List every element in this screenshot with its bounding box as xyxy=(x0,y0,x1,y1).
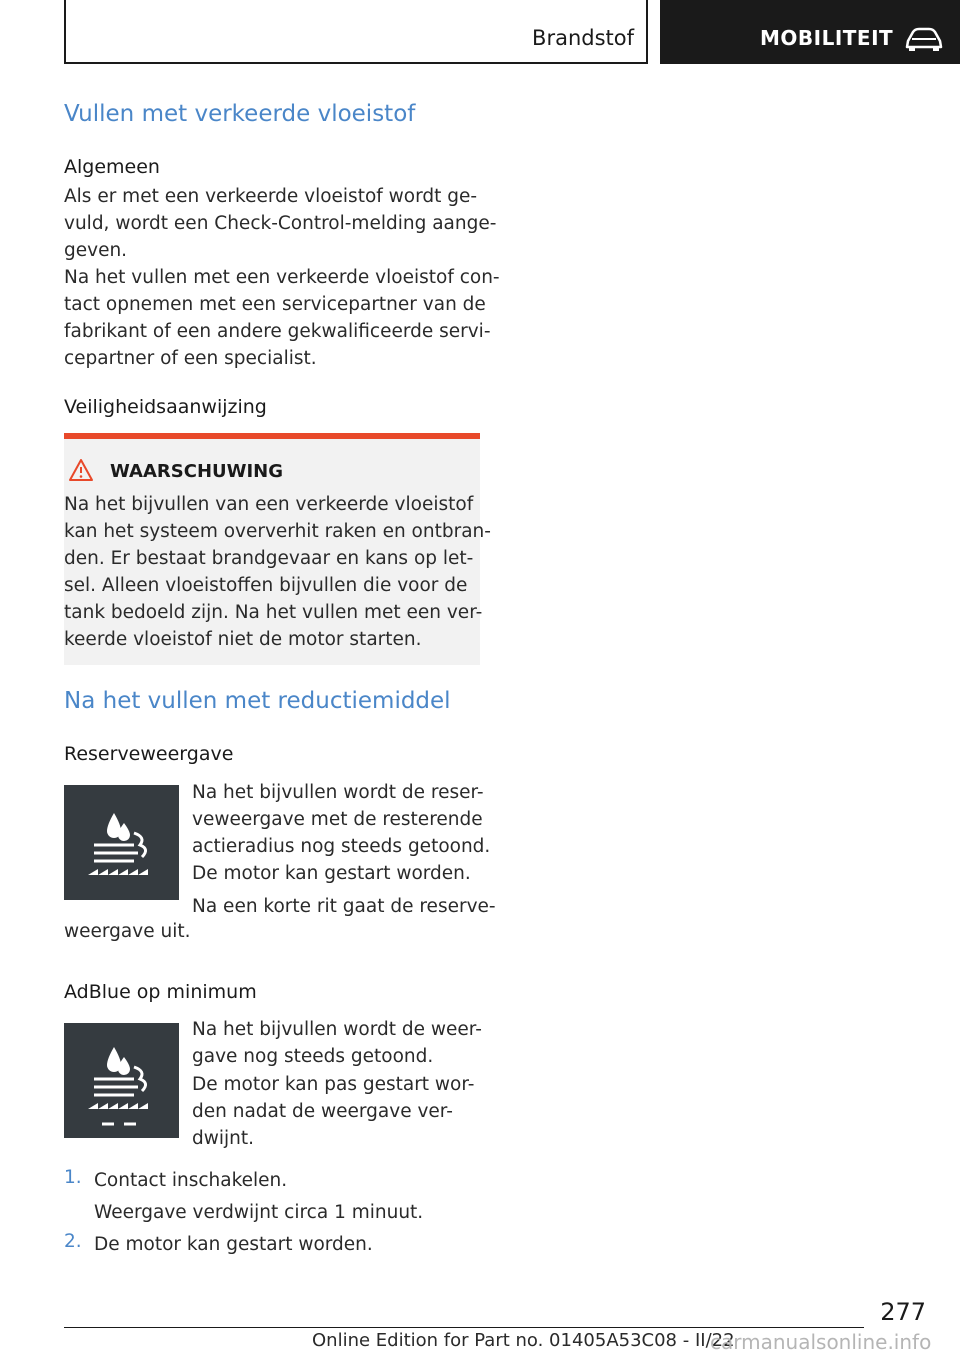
text-line: Na het vullen met een verkeerde vloeistof con- xyxy=(64,267,500,288)
text-line: gave nog steeds getoond. xyxy=(192,1046,434,1067)
text-line: tact opnemen met een servicepartner van de xyxy=(64,294,486,315)
step-subtext: Weergave verdwijnt circa 1 minuut. xyxy=(94,1202,424,1223)
text-line: keerde vloeistof niet de motor starten. xyxy=(64,629,422,650)
paragraph-reserve xyxy=(192,779,490,860)
text-line: vuld, wordt een Check-Control-melding aange- xyxy=(64,213,497,234)
section-heading-wrong-fluid: Vullen met verkeerde vloeistof xyxy=(64,101,416,127)
text-line: veweergave met de resterende xyxy=(192,809,483,830)
page-number: 277 xyxy=(880,1298,926,1326)
text-line: Na het bijvullen wordt de weer- xyxy=(192,1019,482,1040)
car-icon xyxy=(904,26,944,52)
text-line: geven. xyxy=(64,240,128,261)
paragraph-reserve-trip-1: Na een korte rit gaat de reserve- xyxy=(192,896,496,917)
adblue-minimum-icon xyxy=(64,1023,179,1138)
subheading-safety: Veiligheidsaanwijzing xyxy=(64,396,267,418)
text-line: den nadat de weergave ver- xyxy=(192,1101,453,1122)
text-line: sel. Alleen vloeistoffen bijvullen die voor de xyxy=(64,575,468,596)
footer-edition: Online Edition for Part no. 01405A53C08 - II/22 xyxy=(312,1330,735,1351)
text-line: dwijnt. xyxy=(192,1128,255,1149)
subheading-general: Algemeen xyxy=(64,156,160,178)
section-title: Brandstof xyxy=(532,26,634,50)
paragraph-minimum-start xyxy=(192,1071,474,1152)
step-text: Contact inschakelen. xyxy=(94,1170,288,1191)
text-line: kan het systeem oververhit raken en ontbran- xyxy=(64,521,491,542)
header-section-box xyxy=(64,0,648,64)
warning-triangle-icon xyxy=(68,458,94,482)
paragraph-general xyxy=(64,183,496,264)
section-heading-reductant: Na het vullen met reductiemiddel xyxy=(64,688,451,714)
step-number: 1. xyxy=(64,1167,82,1188)
text-line: De motor kan pas gestart wor- xyxy=(192,1074,475,1095)
paragraph-minimum xyxy=(192,1016,482,1070)
text-line: fabrikant of een andere gekwalificeerde servi- xyxy=(64,321,491,342)
text-line: tank bedoeld zijn. Na het vullen met een ver- xyxy=(64,602,483,623)
paragraph-reserve-start: De motor kan gestart worden. xyxy=(192,863,471,884)
text-line: cepartner of een specialist. xyxy=(64,348,317,369)
watermark: carmanualsonline.info xyxy=(710,1330,932,1354)
adblue-reserve-icon xyxy=(64,785,179,900)
paragraph-contact xyxy=(64,264,500,372)
footer-divider xyxy=(64,1327,864,1328)
text-line: Als er met een verkeerde vloeistof wordt ge- xyxy=(64,186,478,207)
step-text: De motor kan gestart worden. xyxy=(94,1234,373,1255)
subheading-minimum: AdBlue op minimum xyxy=(64,981,257,1003)
warning-title: WAARSCHUWING xyxy=(110,461,284,482)
chapter-title: MOBILITEIT xyxy=(760,26,894,50)
text-line: den. Er bestaat brandgevaar en kans op let- xyxy=(64,548,474,569)
text-line: Na het bijvullen van een verkeerde vloeistof xyxy=(64,494,474,515)
text-line: Na het bijvullen wordt de reser- xyxy=(192,782,484,803)
chapter-tab xyxy=(660,0,960,64)
step-number: 2. xyxy=(64,1231,82,1252)
paragraph-reserve-trip-2: weergave uit. xyxy=(64,921,191,942)
warning-text xyxy=(64,491,491,653)
text-line: actieradius nog steeds getoond. xyxy=(192,836,491,857)
subheading-reserve: Reserveweergave xyxy=(64,743,234,765)
